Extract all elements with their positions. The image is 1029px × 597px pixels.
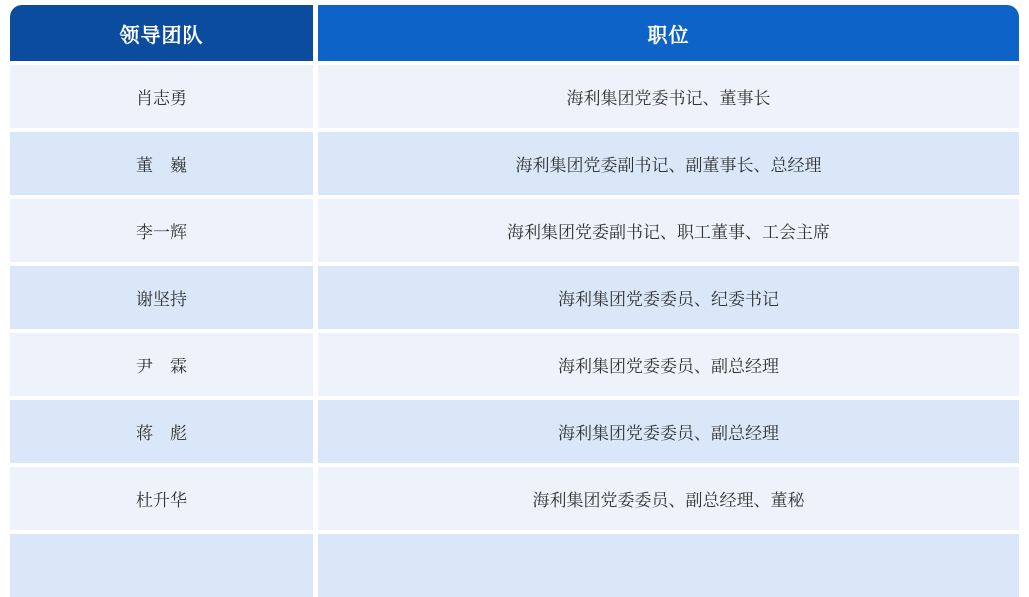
leader-name-cell: 李一辉 xyxy=(10,199,313,262)
leadership-table xyxy=(10,5,1019,597)
leader-position-cell: 海利集团党委委员、副总经理 xyxy=(318,333,1019,396)
leader-name-cell: 谢坚持 xyxy=(10,266,313,329)
leader-name-cell: 尹 霖 xyxy=(10,333,313,396)
leader-name-cell: 董 巍 xyxy=(10,132,313,195)
leader-position-cell: 海利集团党委委员、副总经理、董秘 xyxy=(318,467,1019,530)
leader-position-cell: 海利集团党委委员、纪委书记 xyxy=(318,266,1019,329)
leader-position-cell: 海利集团党委委员、副总经理 xyxy=(318,400,1019,463)
column-header-leadership-team: 领导团队 xyxy=(10,5,313,61)
leader-position-cell: 海利集团党委副书记、职工董事、工会主席 xyxy=(318,199,1019,262)
leader-name-cell: 蒋 彪 xyxy=(10,400,313,463)
leader-name-cell: 杜升华 xyxy=(10,467,313,530)
leader-name-cell: 肖志勇 xyxy=(10,65,313,128)
column-header-position: 职位 xyxy=(318,5,1019,61)
leader-position-cell: 海利集团党委书记、董事长 xyxy=(318,65,1019,128)
leader-position-cell: 海利集团党委副书记、副董事长、总经理 xyxy=(318,132,1019,195)
partial-row-name-cell xyxy=(10,534,313,597)
partial-row-position-cell xyxy=(318,534,1019,597)
